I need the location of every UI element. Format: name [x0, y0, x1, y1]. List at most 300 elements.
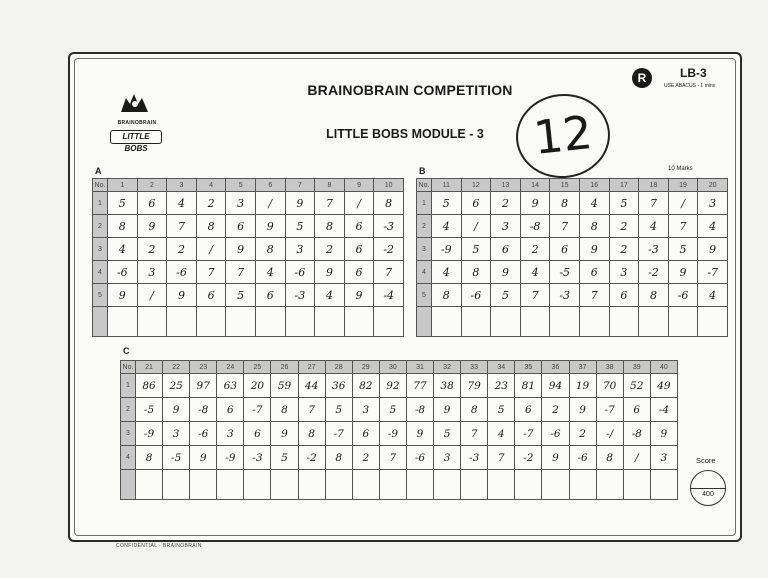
- section-b-table: [416, 178, 728, 337]
- number-cell: 2: [609, 215, 639, 238]
- answer-cell[interactable]: [550, 307, 580, 337]
- column-header: 18: [639, 179, 669, 192]
- column-header: 39: [623, 361, 650, 374]
- answer-cell[interactable]: [542, 470, 569, 500]
- column-header: 25: [244, 361, 271, 374]
- number-cell: 23: [488, 374, 515, 398]
- answer-row: [93, 307, 404, 337]
- answer-cell[interactable]: [698, 307, 728, 337]
- number-cell: /: [137, 284, 167, 307]
- number-cell: 6: [515, 398, 542, 422]
- number-cell: -3: [244, 446, 271, 470]
- question-row: [93, 284, 404, 307]
- number-cell: -8: [190, 398, 217, 422]
- number-cell: 9: [650, 422, 677, 446]
- number-cell: 5: [379, 398, 406, 422]
- number-cell: -7: [596, 398, 623, 422]
- row-number: 3: [417, 238, 432, 261]
- answer-cell[interactable]: [491, 307, 521, 337]
- answer-cell[interactable]: [520, 307, 550, 337]
- number-cell: 5: [491, 284, 521, 307]
- level-code: LB-3: [680, 66, 707, 80]
- number-cell: 9: [344, 284, 374, 307]
- answer-cell[interactable]: [163, 470, 190, 500]
- answer-row: [121, 470, 678, 500]
- number-cell: 4: [698, 215, 728, 238]
- column-header: 29: [352, 361, 379, 374]
- answer-cell[interactable]: [432, 307, 462, 337]
- number-cell: 6: [623, 398, 650, 422]
- number-cell: 8: [255, 238, 285, 261]
- number-cell: 6: [217, 398, 244, 422]
- number-cell: /: [255, 192, 285, 215]
- number-cell: 7: [488, 446, 515, 470]
- section-a-label: A: [95, 166, 102, 176]
- column-header: 16: [579, 179, 609, 192]
- answer-cell[interactable]: [461, 307, 491, 337]
- answer-cell[interactable]: [352, 470, 379, 500]
- number-cell: 92: [379, 374, 406, 398]
- row-number: 3: [93, 238, 108, 261]
- answer-cell[interactable]: [137, 307, 167, 337]
- number-cell: 4: [167, 192, 197, 215]
- number-cell: -6: [167, 261, 197, 284]
- number-cell: 6: [255, 284, 285, 307]
- registered-badge: R: [632, 68, 652, 88]
- column-header-no: No.: [121, 361, 136, 374]
- number-cell: 8: [579, 215, 609, 238]
- number-cell: 94: [542, 374, 569, 398]
- column-header: 23: [190, 361, 217, 374]
- number-cell: 9: [163, 398, 190, 422]
- number-cell: -/: [596, 422, 623, 446]
- number-cell: 7: [379, 446, 406, 470]
- number-cell: 9: [491, 261, 521, 284]
- number-cell: 6: [609, 284, 639, 307]
- answer-cell[interactable]: [515, 470, 542, 500]
- number-cell: /: [196, 238, 226, 261]
- number-cell: 63: [217, 374, 244, 398]
- number-cell: 5: [461, 238, 491, 261]
- answer-cell[interactable]: [434, 470, 461, 500]
- number-cell: 4: [255, 261, 285, 284]
- number-cell: 2: [167, 238, 197, 261]
- number-cell: 8: [325, 446, 352, 470]
- number-cell: 9: [542, 446, 569, 470]
- answer-cell[interactable]: [298, 470, 325, 500]
- number-cell: -9: [379, 422, 406, 446]
- number-cell: -8: [623, 422, 650, 446]
- number-cell: 4: [108, 238, 138, 261]
- number-cell: 4: [432, 261, 462, 284]
- row-number: 1: [417, 192, 432, 215]
- abacus-note: USE ABACUS - 1 mins: [664, 83, 716, 89]
- column-header: 9: [344, 179, 374, 192]
- number-cell: 9: [285, 192, 315, 215]
- number-cell: 5: [434, 422, 461, 446]
- column-header: 12: [461, 179, 491, 192]
- number-cell: 8: [461, 398, 488, 422]
- column-header: 14: [520, 179, 550, 192]
- number-cell: -2: [639, 261, 669, 284]
- number-cell: 3: [217, 422, 244, 446]
- number-cell: 8: [136, 446, 163, 470]
- column-header-no: No.: [417, 179, 432, 192]
- number-cell: 7: [668, 215, 698, 238]
- number-cell: 2: [491, 192, 521, 215]
- number-cell: 9: [698, 238, 728, 261]
- number-cell: 36: [325, 374, 352, 398]
- number-cell: 8: [298, 422, 325, 446]
- number-cell: 6: [226, 215, 256, 238]
- number-cell: 7: [298, 398, 325, 422]
- number-cell: 9: [406, 422, 433, 446]
- number-cell: 6: [491, 238, 521, 261]
- question-row: [417, 261, 728, 284]
- number-cell: 6: [196, 284, 226, 307]
- number-cell: -8: [520, 215, 550, 238]
- column-header: 32: [434, 361, 461, 374]
- number-cell: 9: [520, 192, 550, 215]
- number-cell: /: [344, 192, 374, 215]
- question-row: [93, 238, 404, 261]
- number-cell: 9: [190, 446, 217, 470]
- page-title: BRAINOBRAIN COMPETITION: [307, 82, 513, 98]
- answer-cell[interactable]: [167, 307, 197, 337]
- column-header: 30: [379, 361, 406, 374]
- number-cell: 9: [434, 398, 461, 422]
- column-header: 11: [432, 179, 462, 192]
- number-cell: 5: [432, 192, 462, 215]
- question-row: [121, 398, 678, 422]
- column-header: 3: [167, 179, 197, 192]
- number-cell: /: [461, 215, 491, 238]
- number-cell: 8: [108, 215, 138, 238]
- number-cell: -7: [515, 422, 542, 446]
- section-c-table: [120, 360, 678, 500]
- answer-cell[interactable]: [374, 307, 404, 337]
- number-cell: 7: [374, 261, 404, 284]
- answer-cell[interactable]: [650, 470, 677, 500]
- question-row: [417, 238, 728, 261]
- number-cell: 19: [569, 374, 596, 398]
- row-number: 5: [417, 284, 432, 307]
- number-cell: 9: [255, 215, 285, 238]
- number-cell: 5: [285, 215, 315, 238]
- number-cell: 25: [163, 374, 190, 398]
- question-row: [93, 261, 404, 284]
- answer-cell[interactable]: [406, 470, 433, 500]
- footer-note: CONFIDENTIAL - BRAINOBRAIN: [116, 543, 202, 549]
- number-cell: 6: [137, 192, 167, 215]
- number-cell: -9: [217, 446, 244, 470]
- column-header: 22: [163, 361, 190, 374]
- number-cell: 8: [196, 215, 226, 238]
- answer-row: [417, 307, 728, 337]
- column-header: 10: [374, 179, 404, 192]
- number-cell: 70: [596, 374, 623, 398]
- number-cell: -3: [461, 446, 488, 470]
- answer-cell[interactable]: [136, 470, 163, 500]
- number-cell: 7: [226, 261, 256, 284]
- number-cell: -6: [108, 261, 138, 284]
- column-header: 13: [491, 179, 521, 192]
- number-cell: 9: [271, 422, 298, 446]
- column-header: 20: [698, 179, 728, 192]
- answer-cell[interactable]: [668, 307, 698, 337]
- number-cell: -7: [325, 422, 352, 446]
- column-header: 37: [569, 361, 596, 374]
- answer-cell[interactable]: [226, 307, 256, 337]
- answer-cell[interactable]: [596, 470, 623, 500]
- number-cell: -6: [542, 422, 569, 446]
- row-number: [93, 307, 108, 337]
- number-cell: 2: [315, 238, 345, 261]
- number-cell: 20: [244, 374, 271, 398]
- answer-cell[interactable]: [609, 307, 639, 337]
- number-cell: -6: [406, 446, 433, 470]
- row-number: 1: [93, 192, 108, 215]
- number-cell: 6: [461, 192, 491, 215]
- number-cell: 6: [344, 215, 374, 238]
- score-max: 400: [702, 491, 714, 498]
- number-cell: 8: [461, 261, 491, 284]
- number-cell: 3: [137, 261, 167, 284]
- number-cell: 3: [491, 215, 521, 238]
- number-cell: -3: [285, 284, 315, 307]
- number-cell: 6: [579, 261, 609, 284]
- column-header: 2: [137, 179, 167, 192]
- number-cell: -2: [298, 446, 325, 470]
- number-cell: 6: [550, 238, 580, 261]
- column-header: 40: [650, 361, 677, 374]
- number-cell: 8: [550, 192, 580, 215]
- number-cell: 49: [650, 374, 677, 398]
- column-header: 24: [217, 361, 244, 374]
- answer-cell[interactable]: [190, 470, 217, 500]
- number-cell: 3: [698, 192, 728, 215]
- number-cell: 3: [434, 446, 461, 470]
- answer-cell[interactable]: [461, 470, 488, 500]
- number-cell: -3: [374, 215, 404, 238]
- section-a-table: [92, 178, 404, 337]
- number-cell: -8: [406, 398, 433, 422]
- number-cell: 9: [579, 238, 609, 261]
- question-row: [93, 192, 404, 215]
- number-cell: 7: [520, 284, 550, 307]
- answer-cell[interactable]: [488, 470, 515, 500]
- number-cell: -6: [190, 422, 217, 446]
- number-cell: 5: [271, 446, 298, 470]
- column-header: 21: [136, 361, 163, 374]
- number-cell: -9: [136, 422, 163, 446]
- section-c-label: C: [123, 346, 130, 356]
- answer-cell[interactable]: [379, 470, 406, 500]
- row-number: 1: [121, 374, 136, 398]
- number-cell: /: [623, 446, 650, 470]
- column-header: 1: [108, 179, 138, 192]
- question-row: [121, 422, 678, 446]
- number-cell: 8: [374, 192, 404, 215]
- row-number: 3: [121, 422, 136, 446]
- number-cell: 7: [550, 215, 580, 238]
- column-header: 17: [609, 179, 639, 192]
- row-number: 4: [121, 446, 136, 470]
- question-row: [417, 192, 728, 215]
- number-cell: 2: [196, 192, 226, 215]
- question-row: [417, 215, 728, 238]
- answer-cell[interactable]: [196, 307, 226, 337]
- number-cell: 6: [344, 261, 374, 284]
- answer-cell[interactable]: [639, 307, 669, 337]
- column-header: 26: [271, 361, 298, 374]
- answer-cell[interactable]: [108, 307, 138, 337]
- column-header: 7: [285, 179, 315, 192]
- number-cell: 7: [579, 284, 609, 307]
- row-number: [121, 470, 136, 500]
- number-cell: 8: [271, 398, 298, 422]
- question-row: [121, 446, 678, 470]
- brand-logo: [110, 90, 164, 153]
- number-cell: 8: [432, 284, 462, 307]
- number-cell: 9: [108, 284, 138, 307]
- column-header: 38: [596, 361, 623, 374]
- number-cell: 2: [137, 238, 167, 261]
- number-cell: 9: [167, 284, 197, 307]
- answer-cell[interactable]: [255, 307, 285, 337]
- number-cell: 7: [639, 192, 669, 215]
- number-cell: 7: [315, 192, 345, 215]
- number-cell: 9: [315, 261, 345, 284]
- score-box: [690, 470, 726, 506]
- number-cell: 7: [167, 215, 197, 238]
- number-cell: 6: [352, 422, 379, 446]
- number-cell: 4: [579, 192, 609, 215]
- number-cell: -3: [639, 238, 669, 261]
- number-cell: 6: [244, 422, 271, 446]
- number-cell: 3: [163, 422, 190, 446]
- handwritten-score: 12: [512, 89, 614, 182]
- number-cell: 79: [461, 374, 488, 398]
- number-cell: 4: [520, 261, 550, 284]
- brand-name: BRAINOBRAIN: [117, 120, 157, 126]
- number-cell: 4: [698, 284, 728, 307]
- marks-note: 10 Marks: [668, 166, 693, 172]
- column-header: 6: [255, 179, 285, 192]
- number-cell: -6: [285, 261, 315, 284]
- section-b-label: B: [419, 166, 426, 176]
- number-cell: 59: [271, 374, 298, 398]
- number-cell: 5: [488, 398, 515, 422]
- number-cell: 2: [542, 398, 569, 422]
- answer-cell[interactable]: [344, 307, 374, 337]
- number-cell: 3: [226, 192, 256, 215]
- number-cell: 7: [196, 261, 226, 284]
- answer-cell[interactable]: [315, 307, 345, 337]
- row-number: [417, 307, 432, 337]
- column-header-no: No.: [93, 179, 108, 192]
- column-header: 34: [488, 361, 515, 374]
- number-cell: /: [668, 192, 698, 215]
- score-label: Score: [696, 456, 716, 465]
- column-header: 27: [298, 361, 325, 374]
- column-header: 36: [542, 361, 569, 374]
- number-cell: -6: [569, 446, 596, 470]
- number-cell: 5: [668, 238, 698, 261]
- row-number: 2: [121, 398, 136, 422]
- number-cell: 9: [569, 398, 596, 422]
- number-cell: -5: [163, 446, 190, 470]
- answer-cell[interactable]: [244, 470, 271, 500]
- number-cell: 2: [569, 422, 596, 446]
- number-cell: 9: [668, 261, 698, 284]
- number-cell: 9: [137, 215, 167, 238]
- number-cell: -2: [515, 446, 542, 470]
- number-cell: 3: [285, 238, 315, 261]
- question-row: [121, 374, 678, 398]
- module-title: LITTLE BOBS MODULE - 3: [326, 127, 484, 141]
- column-header: 4: [196, 179, 226, 192]
- number-cell: 44: [298, 374, 325, 398]
- number-cell: -2: [374, 238, 404, 261]
- number-cell: 3: [609, 261, 639, 284]
- number-cell: 2: [520, 238, 550, 261]
- number-cell: 77: [406, 374, 433, 398]
- number-cell: -4: [650, 398, 677, 422]
- answer-cell[interactable]: [325, 470, 352, 500]
- number-cell: 8: [596, 446, 623, 470]
- answer-cell[interactable]: [217, 470, 244, 500]
- row-number: 5: [93, 284, 108, 307]
- number-cell: 5: [226, 284, 256, 307]
- row-number: 2: [93, 215, 108, 238]
- column-header: 31: [406, 361, 433, 374]
- answer-cell[interactable]: [579, 307, 609, 337]
- number-cell: 4: [639, 215, 669, 238]
- number-cell: 3: [650, 446, 677, 470]
- answer-cell[interactable]: [285, 307, 315, 337]
- number-cell: 9: [226, 238, 256, 261]
- answer-cell[interactable]: [271, 470, 298, 500]
- number-cell: 81: [515, 374, 542, 398]
- number-cell: 2: [352, 446, 379, 470]
- column-header: 19: [668, 179, 698, 192]
- number-cell: 5: [609, 192, 639, 215]
- column-header: 5: [226, 179, 256, 192]
- number-cell: -5: [550, 261, 580, 284]
- number-cell: 8: [639, 284, 669, 307]
- number-cell: 6: [344, 238, 374, 261]
- little-bobs-logo: LITTLE BOBS: [110, 130, 162, 144]
- answer-cell[interactable]: [569, 470, 596, 500]
- number-cell: 2: [609, 238, 639, 261]
- number-cell: 86: [136, 374, 163, 398]
- number-cell: -3: [550, 284, 580, 307]
- row-number: 4: [417, 261, 432, 284]
- number-cell: 38: [434, 374, 461, 398]
- column-header: 28: [325, 361, 352, 374]
- number-cell: 82: [352, 374, 379, 398]
- column-header: 15: [550, 179, 580, 192]
- number-cell: -6: [668, 284, 698, 307]
- question-row: [417, 284, 728, 307]
- answer-cell[interactable]: [623, 470, 650, 500]
- number-cell: 4: [315, 284, 345, 307]
- number-cell: 3: [352, 398, 379, 422]
- question-row: [93, 215, 404, 238]
- number-cell: -7: [698, 261, 728, 284]
- column-header: 33: [461, 361, 488, 374]
